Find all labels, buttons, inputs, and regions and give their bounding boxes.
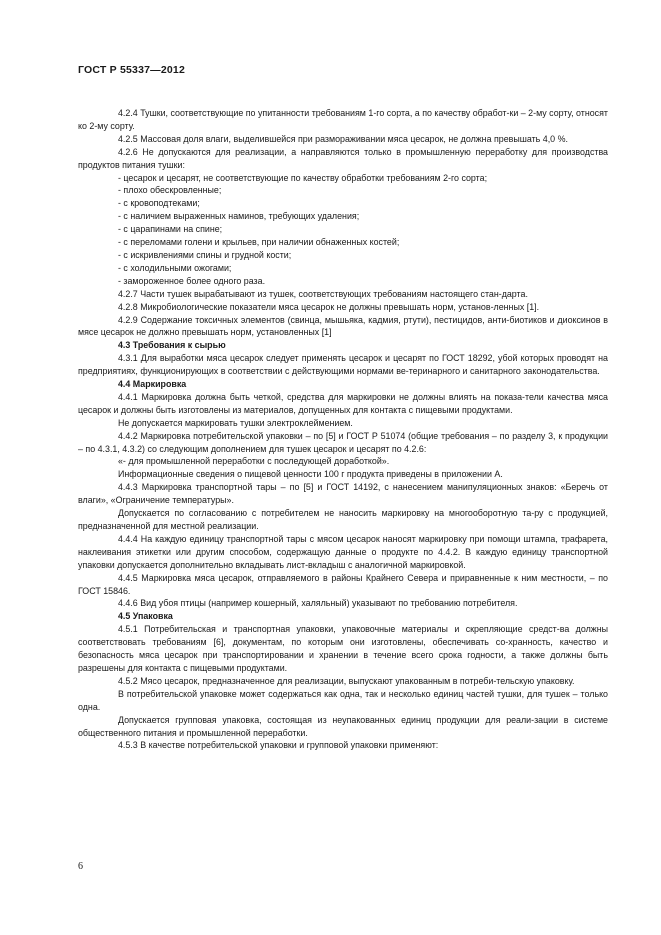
section-heading: 4.4 Маркировка: [118, 379, 187, 390]
paragraph: 4.5.3 В качестве потребительской упаковки и групповой упаковки применяют:: [118, 740, 439, 751]
paragraph: 4.2.5 Массовая доля влаги, выделившейся при размораживании мяса цесарок, не должна превышать 4,0 %.: [118, 133, 568, 144]
paragraph: 4.2.4 Тушки, соответствующие по упитанности требованиям 1-го сорта, а по качеству обработ-ки – 2-му сорту, относят ко 2-му сорту.: [78, 108, 608, 131]
list-item: - с наличием выраженных наминов, требующих удаления;: [118, 211, 360, 222]
page-number: 6: [78, 861, 83, 872]
paragraph: Допускается по согласованию с потребителем не наносить маркировку на многооборотную та-ру с продукцией, предназначенной для местной реализации.: [78, 508, 608, 531]
list-item: - с переломами голени и крыльев, при наличии обнаженных костей;: [118, 237, 400, 248]
paragraph: 4.4.2 Маркировка потребительской упаковки – по [5] и ГОСТ Р 51074 (общие требования – по разделу 3, к продукции – по 4.3.1, 4.3.2) со следующим дополнением для тушек цесарок и цесарят по 4.2.6:: [78, 430, 608, 454]
paragraph: «- для промышленной переработки с последующей доработкой».: [118, 456, 390, 467]
paragraph: 4.4.5 Маркировка мяса цесарок, отправляемого в районы Крайнего Севера и приравненные к ним местности, – по ГОСТ 15846.: [78, 572, 608, 596]
paragraph: 4.2.9 Содержание токсичных элементов (свинца, мышьяка, кадмия, ртути), пестицидов, анти-биотиков и диоксинов в мясе цесарок не должно превышать норм, установленных [1]: [78, 314, 608, 338]
paragraph: Информационные сведения о пищевой ценности 100 г продукта приведены в приложении А.: [118, 469, 503, 480]
paragraph: 4.2.7 Части тушек вырабатывают из тушек, соответствующих требованиям настоящего стан-дарта.: [118, 288, 528, 299]
paragraph: В потребительской упаковке может содержаться как одна, так и несколько единиц частей тушки, для тушек – только одна.: [78, 688, 608, 712]
document-body: [78, 107, 608, 752]
paragraph: Допускается групповая упаковка, состоящая из неупакованных единиц продукции для реали-зации в системе общественного питания и промышленной переработки.: [78, 714, 608, 738]
document-header: ГОСТ Р 55337—2012: [78, 64, 186, 76]
section-heading: 4.5 Упаковка: [118, 611, 173, 622]
list-item: - с царапинами на спине;: [118, 224, 223, 235]
paragraph: 4.4.6 Вид убоя птицы (например кошерный, халяльный) указывают по требованию потребителя.: [118, 598, 518, 609]
paragraph: 4.3.1 Для выработки мяса цесарок следует применять цесарок и цесарят по ГОСТ 18292, убой которых проводят на предприятиях, функционирующих в соответствии с действующими нормами ве-теринарного и санитарного законодательства.: [78, 353, 608, 377]
paragraph: 4.2.6 Не допускаются для реализации, а направляются только в промышленную переработку для производства продуктов питания тушки:: [78, 146, 608, 170]
paragraph: Не допускается маркировать тушки электроклеймением.: [118, 417, 353, 428]
section-heading: 4.3 Требования к сырью: [118, 340, 226, 351]
list-item: - с холодильными ожогами;: [118, 262, 232, 273]
paragraph: 4.5.2 Мясо цесарок, предназначенное для реализации, выпускают упакованным в потреби-тельскую упаковку.: [118, 675, 575, 686]
list-item: - с кровоподтеками;: [118, 198, 200, 209]
list-item: - цесарок и цесарят, не соответствующие по качеству обработки требованиям 2-го сорта;: [118, 172, 488, 183]
list-item: - с искривлениями спины и грудной кости;: [118, 249, 292, 260]
paragraph: 4.4.3 Маркировка транспортной тары – по [5] и ГОСТ 14192, с нанесением манипуляционных знаков: «Беречь от влаги», «Ограничение температуры».: [78, 482, 608, 506]
paragraph: 4.5.1 Потребительская и транспортная упаковки, упаковочные материалы и скрепляющие средст-ва должны соответствовать требованиям [6], документам, по которым они изготовлены, обеспечивать со-хранность, качество и безопасность мяса цесарок при транспортировании и хранении в течение всего срока годности, а также должны быть разрешены для контакта с пищевыми продуктами.: [78, 624, 608, 673]
paragraph: 4.2.8 Микробиологические показатели мяса цесарок не должны превышать норм, установ-ленных [1].: [118, 301, 540, 312]
list-item: - плохо обескровленные;: [118, 185, 222, 196]
paragraph: 4.4.1 Маркировка должна быть четкой, средства для маркировки не должны влиять на показа-тели качества мяса цесарок и должны быть изготовлены из материалов, допущенных для контакта с пищевыми продуктами.: [78, 391, 608, 415]
list-item: - замороженное более одного раза.: [118, 275, 266, 286]
paragraph: 4.4.4 На каждую единицу транспортной тары с мясом цесарок наносят маркировку при помощи штампа, трафарета, наклеивания этикетки или другим способом, содержащую данные о продукте по 4.4.2. В каждую единицу транспортной упаковки допускается дополнительно вкладывать лист-вкладыш с аналогичной маркировкой.: [78, 533, 608, 570]
